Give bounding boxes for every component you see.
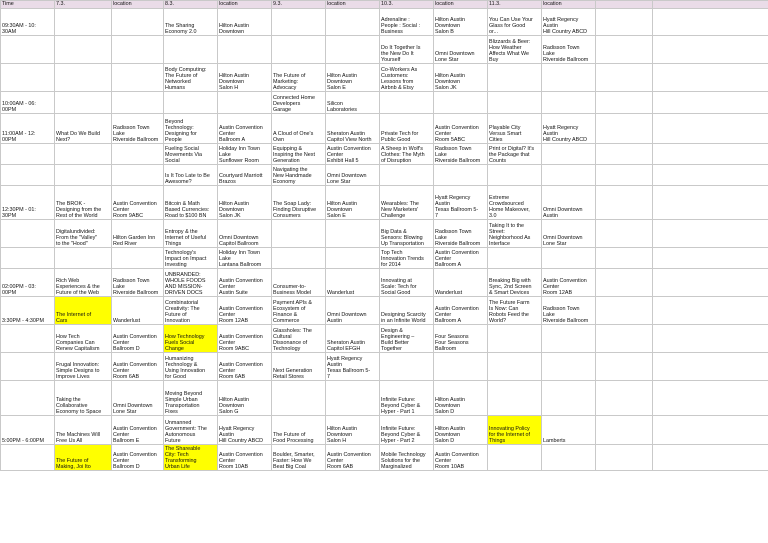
location-cell[interactable]: Austin Convention Center Ballroom A (218, 114, 272, 144)
session-cell[interactable]: The BROK - Designing from the Rest of the World (55, 186, 112, 220)
location-cell[interactable]: Austin Convention Center Room 12AB (542, 269, 596, 297)
location-cell[interactable]: Holiday Inn Town Lake Lantana Ballroom (218, 248, 272, 269)
session-cell[interactable]: Glassholes: The Cultural Dissonance of Technology (272, 325, 326, 353)
location-cell[interactable]: Austin Convention Center Ballroom D (112, 445, 164, 471)
session-cell[interactable]: Big Data & Sensors: Blowing Up Transportation (380, 220, 434, 248)
session-cell[interactable] (596, 165, 653, 186)
session-cell[interactable] (488, 165, 542, 186)
table-row (1, 144, 768, 165)
location-cell[interactable]: Austin Convention Center Room 12AB (218, 297, 272, 325)
time-cell[interactable] (1, 445, 55, 471)
session-cell[interactable]: Design & Engineering – Build Better Together (380, 325, 434, 353)
location-cell[interactable]: Hilton Garden Inn Red River (112, 220, 164, 248)
location-cell[interactable] (653, 445, 768, 471)
location-cell[interactable] (542, 381, 596, 416)
session-cell[interactable]: Co-Workers As Customers: Lessons from Airbnb & Etsy (380, 64, 434, 92)
location-cell[interactable] (542, 165, 596, 186)
location-cell[interactable] (218, 36, 272, 64)
session-cell[interactable]: The Future of Marketing: Advocacy (272, 64, 326, 92)
table-row (1, 297, 768, 325)
session-cell[interactable]: The Shareable City: Tech Transforming Urban Life (164, 445, 218, 471)
session-cell[interactable]: Equipping & Inspiring the Next Generation (272, 144, 326, 165)
location-cell[interactable]: Hilton Austin Downtown Salon D (434, 381, 488, 416)
session-cell[interactable]: Top Tech Innovation Trends for 2014 (380, 248, 434, 269)
session-cell[interactable]: Consumer-to- Business Model (272, 269, 326, 297)
session-cell[interactable]: How Tech Companies Can Renew Capitalism (55, 325, 112, 353)
header-cell[interactable]: 10.3. (380, 1, 434, 9)
table-row (1, 114, 768, 144)
table-row (1, 416, 768, 445)
session-cell[interactable]: Private Tech for Public Good (380, 114, 434, 144)
location-cell[interactable] (218, 92, 272, 114)
location-cell[interactable]: Hyatt Regency Austin Hill Country ABCD (542, 9, 596, 36)
time-cell[interactable] (1, 248, 55, 269)
session-cell[interactable]: UNBRANDED: WHOLE FOODS AND MISSION- DRIVEN DOCS (164, 269, 218, 297)
session-cell[interactable] (596, 144, 653, 165)
location-cell[interactable]: Wanderlust (112, 297, 164, 325)
session-cell[interactable]: Blizzards & Beer: How Weather Affects What We Buy (488, 36, 542, 64)
location-cell[interactable]: Hilton Austin Downtown Salon B (434, 9, 488, 36)
header-cell[interactable]: location (326, 1, 380, 9)
location-cell[interactable]: Hyatt Regency Austin Texas Ballroom 5- 7 (326, 353, 380, 381)
session-cell[interactable]: Digitalundivided: From the "Valley" to the "Hood" (55, 220, 112, 248)
location-cell[interactable]: Austin Convention Center Exhibit Hall 5 (326, 144, 380, 165)
session-cell[interactable] (596, 381, 653, 416)
time-cell[interactable] (1, 220, 55, 248)
session-cell[interactable]: Taking It to the Street: Neighborhood As Interface (488, 220, 542, 248)
location-cell[interactable] (434, 165, 488, 186)
table-row (1, 269, 768, 297)
location-cell[interactable]: Austin Convention Center Room 10AB (218, 445, 272, 471)
session-cell[interactable]: Designing Scarcity in an Infinite World (380, 297, 434, 325)
location-cell[interactable]: Hilton Austin Downtown Salon H (218, 64, 272, 92)
location-cell[interactable] (112, 64, 164, 92)
session-cell[interactable]: Rich Web Experiences & the Future of the Web (55, 269, 112, 297)
session-cell[interactable] (596, 220, 653, 248)
session-cell[interactable] (55, 165, 112, 186)
location-cell[interactable]: Omni Downtown Austin (542, 186, 596, 220)
session-cell[interactable]: The Soap Lady: Finding Disruptive Consumers (272, 186, 326, 220)
session-cell[interactable]: Moving Beyond Simple Urban Transportation Fixes (164, 381, 218, 416)
location-cell[interactable]: Radisson Town Lake Riverside Ballroom (112, 269, 164, 297)
location-cell[interactable] (326, 220, 380, 248)
location-cell[interactable]: Austin Convention Center Room 6AB (326, 445, 380, 471)
session-cell[interactable]: Infinite Future: Beyond Cyber & Hyper - Part 2 (380, 416, 434, 445)
time-cell[interactable]: 09:30AM - 10: 30AM (1, 9, 55, 36)
session-cell[interactable] (380, 165, 434, 186)
session-cell[interactable]: Taking the Collaborative Economy to Space (55, 381, 112, 416)
location-cell[interactable]: Austin Convention Center Room 6AB (218, 353, 272, 381)
session-cell[interactable] (488, 248, 542, 269)
session-cell[interactable] (272, 36, 326, 64)
location-cell[interactable] (542, 325, 596, 353)
session-cell[interactable] (55, 64, 112, 92)
table-row (1, 64, 768, 92)
time-cell[interactable] (1, 353, 55, 381)
session-cell[interactable]: Do It Together Is the New Do It Yourself (380, 36, 434, 64)
session-cell[interactable] (55, 36, 112, 64)
location-cell[interactable]: Omni Downtown Austin (326, 297, 380, 325)
session-cell[interactable]: Humanizing Technology & Using Innovation for Good (164, 353, 218, 381)
session-cell[interactable] (488, 445, 542, 471)
location-cell[interactable]: Omni Downtown Lone Star (112, 381, 164, 416)
location-cell[interactable] (542, 144, 596, 165)
session-cell[interactable]: Breaking Big with Sync, 2nd Screen & Smart Devices (488, 269, 542, 297)
location-cell[interactable] (653, 144, 768, 165)
header-cell[interactable]: 7.3. (55, 1, 112, 9)
session-cell[interactable] (380, 353, 434, 381)
session-cell[interactable]: What Do We Build Next? (55, 114, 112, 144)
session-cell[interactable]: A Cloud of One's Own (272, 114, 326, 144)
location-cell[interactable]: Wanderlust (434, 269, 488, 297)
location-cell[interactable]: Hilton Austin Downtown (218, 9, 272, 36)
location-cell[interactable]: Hyatt Regency Austin Hill Country ABCD (542, 114, 596, 144)
session-cell[interactable] (55, 144, 112, 165)
session-cell[interactable]: Next Generation Retail Stores (272, 353, 326, 381)
session-cell[interactable] (596, 92, 653, 114)
session-cell[interactable] (596, 269, 653, 297)
session-cell[interactable] (596, 248, 653, 269)
location-cell[interactable]: Radisson Town Lake Riverside Ballroom (434, 144, 488, 165)
session-cell[interactable]: Navigating the New Handmade Economy (272, 165, 326, 186)
session-cell[interactable] (596, 186, 653, 220)
location-cell[interactable]: Austin Convention Center Ballroom A (434, 248, 488, 269)
location-cell[interactable] (542, 248, 596, 269)
session-cell[interactable]: Print or Digital? It's the Package that Counts (488, 144, 542, 165)
session-cell[interactable]: How Technology Fuels Social Change (164, 325, 218, 353)
session-cell[interactable] (55, 92, 112, 114)
session-cell[interactable] (596, 64, 653, 92)
location-cell[interactable] (653, 92, 768, 114)
location-cell[interactable]: Hilton Austin Downtown Salon JK (434, 64, 488, 92)
location-cell[interactable] (653, 381, 768, 416)
location-cell[interactable] (653, 36, 768, 64)
location-cell[interactable]: Omni Downtown Capitol Ballroom (218, 220, 272, 248)
session-cell[interactable]: Bitcoin & Math Based Currencies: Road to $100 BN (164, 186, 218, 220)
session-cell[interactable] (272, 248, 326, 269)
location-cell[interactable]: Hyatt Regency Austin Hill Country ABCD (218, 416, 272, 445)
header-cell[interactable]: 11.3. (488, 1, 542, 9)
session-cell[interactable] (596, 36, 653, 64)
location-cell[interactable]: Hilton Austin Downtown Salon E (326, 64, 380, 92)
location-cell[interactable]: Austin Convention Center Room 10AB (434, 445, 488, 471)
session-cell[interactable]: Fueling Social Movements Via Social (164, 144, 218, 165)
session-cell[interactable]: Boulder, Smarter, Faster: How We Beat Big Coal (272, 445, 326, 471)
location-cell[interactable] (326, 381, 380, 416)
time-cell[interactable]: 02:00PM - 03: 00PM (1, 269, 55, 297)
session-cell[interactable] (488, 325, 542, 353)
table-row (1, 92, 768, 114)
location-cell[interactable]: Austin Convention Center Ballroom D (112, 325, 164, 353)
location-cell[interactable] (653, 114, 768, 144)
location-cell[interactable]: Hilton Austin Downtown Salon D (434, 416, 488, 445)
location-cell[interactable] (542, 353, 596, 381)
table-row (1, 381, 768, 416)
session-cell[interactable]: Extreme Crowdsourced Home Makeover, 3.0 (488, 186, 542, 220)
location-cell[interactable]: Omni Downtown Lone Star (326, 165, 380, 186)
location-cell[interactable]: Omni Downtown Lone Star (434, 36, 488, 64)
time-cell[interactable] (1, 325, 55, 353)
location-cell[interactable] (653, 297, 768, 325)
location-cell[interactable] (112, 144, 164, 165)
session-cell[interactable]: Wearables: The New Marketers' Challenge (380, 186, 434, 220)
location-cell[interactable] (653, 165, 768, 186)
table-row (1, 248, 768, 269)
session-cell[interactable]: Infinite Future: Beyond Cyber & Hyper - Part 1 (380, 381, 434, 416)
time-cell[interactable] (1, 165, 55, 186)
location-cell[interactable] (653, 325, 768, 353)
table-row (1, 325, 768, 353)
location-cell[interactable]: Hilton Austin Downtown Salon G (218, 381, 272, 416)
location-cell[interactable]: Radisson Town Lake Riverside Ballroom (542, 36, 596, 64)
location-cell[interactable] (653, 220, 768, 248)
session-cell[interactable]: The Future of Food Processing (272, 416, 326, 445)
session-cell[interactable]: Frugal Innovation: Simple Designs to Improve Lives (55, 353, 112, 381)
location-cell[interactable]: Austin Convention Center Ballroom E (112, 416, 164, 445)
session-cell[interactable] (55, 248, 112, 269)
session-cell[interactable] (55, 9, 112, 36)
location-cell[interactable] (326, 9, 380, 36)
header-cell[interactable]: 8.3. (164, 1, 218, 9)
session-cell[interactable]: Innovating at Scale: Tech for Social Good (380, 269, 434, 297)
time-cell[interactable]: 3:30PM - 4:30PM (1, 297, 55, 325)
location-cell[interactable]: Austin Convention Center Room 9ABC (218, 325, 272, 353)
location-cell[interactable] (112, 92, 164, 114)
location-cell[interactable]: Holiday Inn Town Lake Sunflower Room (218, 144, 272, 165)
location-cell[interactable] (542, 92, 596, 114)
session-cell[interactable] (488, 353, 542, 381)
location-cell[interactable] (434, 92, 488, 114)
session-cell[interactable]: The Internet of Cars (55, 297, 112, 325)
session-cell[interactable] (596, 114, 653, 144)
location-cell[interactable] (112, 248, 164, 269)
session-cell[interactable]: Beyond Technology: Designing for People (164, 114, 218, 144)
session-cell[interactable] (164, 36, 218, 64)
header-cell[interactable] (653, 1, 768, 9)
table-row (1, 9, 768, 36)
location-cell[interactable]: Sheraton Austin Capitol EFGH (326, 325, 380, 353)
header-row (1, 1, 768, 9)
table-row (1, 36, 768, 64)
location-cell[interactable] (653, 9, 768, 36)
location-cell[interactable] (653, 353, 768, 381)
session-cell[interactable]: Connected Home Developers Garage (272, 92, 326, 114)
location-cell[interactable]: Silicon Laboratories (326, 92, 380, 114)
time-cell[interactable] (1, 144, 55, 165)
location-cell[interactable] (542, 64, 596, 92)
location-cell[interactable] (434, 353, 488, 381)
session-cell[interactable]: Body Computing: The Future of Networked Humans (164, 64, 218, 92)
header-cell[interactable]: 9.3. (272, 1, 326, 9)
location-cell[interactable] (653, 186, 768, 220)
session-cell[interactable] (596, 9, 653, 36)
time-cell[interactable]: 11:00AM - 12: 00PM (1, 114, 55, 144)
time-cell[interactable]: 12:30PM - 01: 30PM (1, 186, 55, 220)
header-cell[interactable]: Time (1, 1, 55, 9)
location-cell[interactable]: Four Seasons Four Seasons Ballroom (434, 325, 488, 353)
time-cell[interactable]: 10:00AM - 06: 00PM (1, 92, 55, 114)
header-cell[interactable]: location (112, 1, 164, 9)
location-cell[interactable]: Hilton Austin Downtown Salon H (326, 416, 380, 445)
session-cell[interactable]: Is It Too Late to Be Awesome? (164, 165, 218, 186)
location-cell[interactable]: Hyatt Regency Austin Texas Ballroom 5- 7 (434, 186, 488, 220)
location-cell[interactable] (653, 248, 768, 269)
location-cell[interactable]: Radisson Town Lake Riverside Ballroom (112, 114, 164, 144)
location-cell[interactable] (542, 445, 596, 471)
location-cell[interactable] (112, 36, 164, 64)
location-cell[interactable]: Austin Convention Center Room 6AB (112, 353, 164, 381)
table-row (1, 353, 768, 381)
time-cell[interactable] (1, 64, 55, 92)
location-cell[interactable]: Courtyard Marriott Brazos (218, 165, 272, 186)
session-cell[interactable]: Mobile Technology Solutions for the Marginalized (380, 445, 434, 471)
header-cell[interactable] (596, 1, 653, 9)
session-cell[interactable] (380, 92, 434, 114)
time-cell[interactable]: 5:00PM - 6:00PM (1, 416, 55, 445)
table-row (1, 445, 768, 471)
table-row (1, 186, 768, 220)
location-cell[interactable]: Wanderlust (326, 269, 380, 297)
location-cell[interactable] (653, 269, 768, 297)
session-cell[interactable]: The Machines Will Free Us All (55, 416, 112, 445)
location-cell[interactable]: Austin Convention Center Austin Suite (218, 269, 272, 297)
session-cell[interactable]: The Future Farm Is Now: Can Robots Feed the World? (488, 297, 542, 325)
session-cell[interactable] (488, 64, 542, 92)
session-cell[interactable]: Entropy & the Internet of Useful Things (164, 220, 218, 248)
session-cell[interactable]: Unmanned Government: The Autonomous Future (164, 416, 218, 445)
location-cell[interactable]: Austin Convention Center Room 5ABC (434, 114, 488, 144)
time-cell[interactable] (1, 381, 55, 416)
table-row (1, 220, 768, 248)
session-cell[interactable] (164, 92, 218, 114)
location-cell[interactable]: Hilton Austin Downtown Salon E (326, 186, 380, 220)
session-cell[interactable] (272, 220, 326, 248)
location-cell[interactable]: Austin Convention Center Ballroom A (434, 297, 488, 325)
header-cell[interactable]: location (542, 1, 596, 9)
location-cell[interactable] (653, 64, 768, 92)
session-cell[interactable] (596, 353, 653, 381)
location-cell[interactable]: Austin Convention Center Room 9ABC (112, 186, 164, 220)
session-cell[interactable]: You Can Use Your Glass for Good or... (488, 9, 542, 36)
location-cell[interactable] (326, 36, 380, 64)
session-cell[interactable]: The Future of Making, Joi Ito (55, 445, 112, 471)
session-cell[interactable]: Innovating Policy for the Internet of Things (488, 416, 542, 445)
location-cell[interactable] (326, 248, 380, 269)
location-cell[interactable]: Lamberts (542, 416, 596, 445)
location-cell[interactable]: Radisson Town Lake Riverside Ballroom (542, 297, 596, 325)
location-cell[interactable]: Omni Downtown Lone Star (542, 220, 596, 248)
session-cell[interactable]: Playable City Versus Smart Cities (488, 114, 542, 144)
table-row (1, 165, 768, 186)
session-cell[interactable] (488, 381, 542, 416)
location-cell[interactable]: Hilton Austin Downtown Salon JK (218, 186, 272, 220)
session-cell[interactable] (596, 297, 653, 325)
location-cell[interactable]: Sheraton Austin Capitol View North (326, 114, 380, 144)
session-cell[interactable] (596, 445, 653, 471)
header-cell[interactable]: location (434, 1, 488, 9)
session-cell[interactable]: A Sheep in Wolf's Clothes: The Myth of Disruption (380, 144, 434, 165)
session-cell[interactable]: Combinatorial Creativity: The Future of Innovation (164, 297, 218, 325)
session-cell[interactable]: Technology's Impact on Impact Investing (164, 248, 218, 269)
session-cell[interactable] (488, 92, 542, 114)
session-cell[interactable]: Adrenaline : People : Social : Business (380, 9, 434, 36)
session-cell[interactable] (596, 325, 653, 353)
session-cell[interactable] (272, 9, 326, 36)
time-cell[interactable] (1, 36, 55, 64)
session-cell[interactable]: Payment APIs & Ecosystem of Finance & Commerce (272, 297, 326, 325)
session-cell[interactable]: The Sharing Economy 2.0 (164, 9, 218, 36)
session-cell[interactable] (272, 381, 326, 416)
header-cell[interactable]: location (218, 1, 272, 9)
location-cell[interactable] (653, 416, 768, 445)
location-cell[interactable] (112, 165, 164, 186)
location-cell[interactable] (112, 9, 164, 36)
session-cell[interactable] (596, 416, 653, 445)
location-cell[interactable]: Radisson Town Lake Riverside Ballroom (434, 220, 488, 248)
